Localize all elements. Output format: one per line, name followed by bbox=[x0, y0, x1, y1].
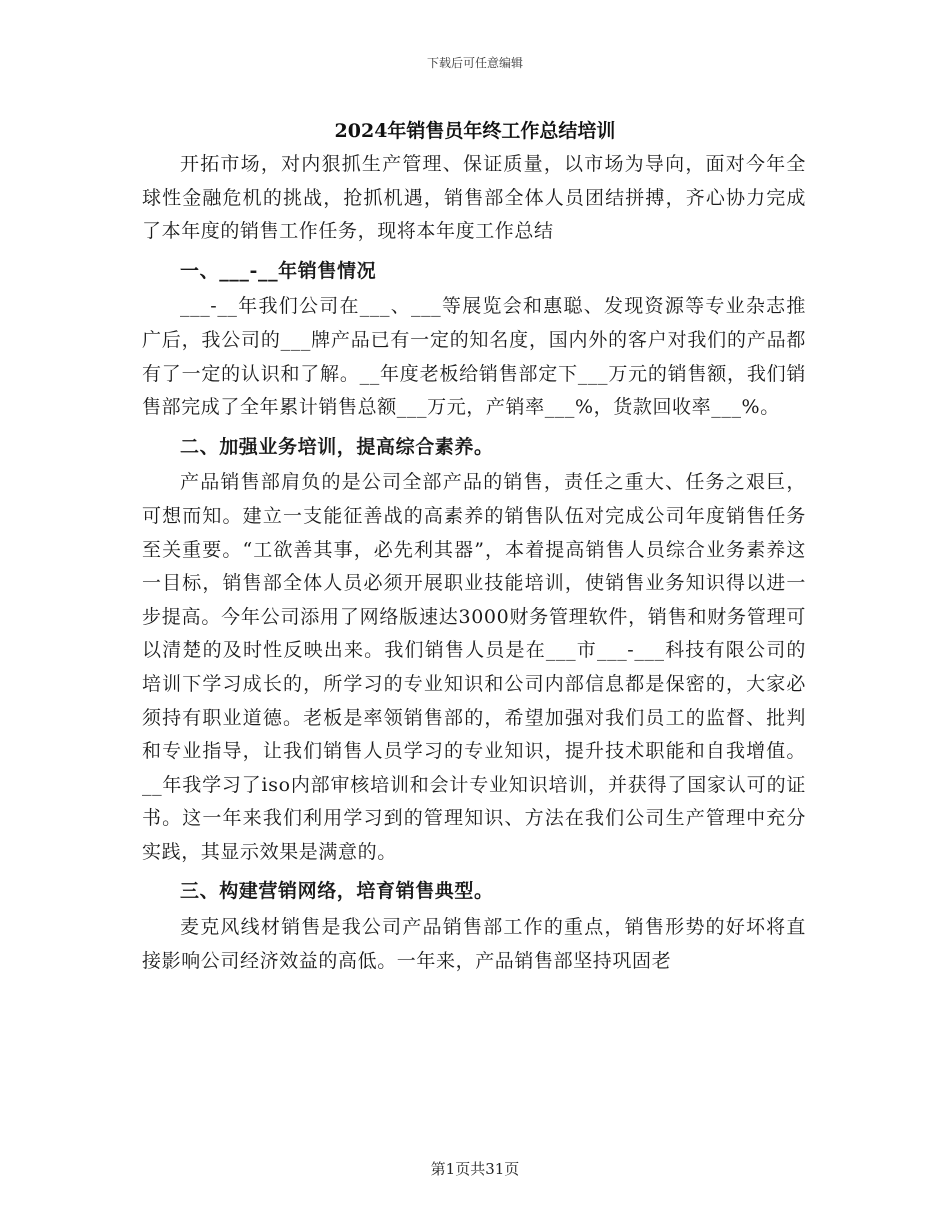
section-paragraph-1: ___-__年我们公司在___、___等展览会和惠聪、发现资源等专业杂志推广后，我公司的___牌产品已有一定的知名度，国内外的客户对我们的产品都有了一定的认识和了解。__年度老板给销售部定下___万元的销售额，我们销售部完成了全年累计销售总额___万元，产销率___%，货款回收率___%。 bbox=[142, 295, 806, 419]
section-paragraph-2: 产品销售部肩负的是公司全部产品的销售，责任之重大、任务之艰巨，可想而知。建立一支能征善战的高素养的销售队伍对完成公司年度销售任务至关重要。“工欲善其事，必先利其器”，本着提高销售人员综合业务素养这一目标，销售部全体人员必须开展职业技能培训，使销售业务知识得以进一步提高。今年公司添用了网络版速达3000财务管理软件，销售和财务管理可以清楚的及时性反映出来。我们销售人员是在___市___-___科技有限公司的培训下学习成长的，所学习的专业知识和公司内部信息都是保密的，大家必须持有职业道德。老板是率领销售部的，希望加强对我们员工的监督、批判和专业指导，让我们销售人员学习的专业知识，提升技术职能和自我增值。__年我学习了iso内部审核培训和会计专业知识培训，并获得了国家认可的证书。这一年来我们利用学习到的管理知识、方法在我们公司生产管理中充分实践，其显示效果是满意的。 bbox=[142, 471, 806, 863]
header-note: 下载后可任意编辑 bbox=[426, 56, 523, 70]
document-title: 2024年销售员年终工作总结培训 bbox=[334, 120, 616, 142]
section-heading-3: 三、构建营销网络，培育销售典型。 bbox=[180, 880, 494, 903]
document-body bbox=[142, 148, 806, 978]
section-paragraph-3: 麦克风线材销售是我公司产品销售部工作的重点，销售形势的好坏将直接影响公司经济效益的高低。一年来，产品销售部坚持巩固老 bbox=[142, 916, 806, 972]
section-heading-1: 一、___-__年销售情况 bbox=[180, 259, 377, 282]
intro-paragraph: 开拓市场，对内狠抓生产管理、保证质量，以市场为导向，面对今年全球性金融危机的挑战，抢抓机遇，销售部全体人员团结拼搏，齐心协力完成了本年度的销售工作任务，现将本年度工作总结 bbox=[142, 153, 806, 243]
page-footer: 第1页共31页 bbox=[430, 1160, 520, 1178]
section-heading-2: 二、加强业务培训，提高综合素养。 bbox=[180, 435, 494, 458]
